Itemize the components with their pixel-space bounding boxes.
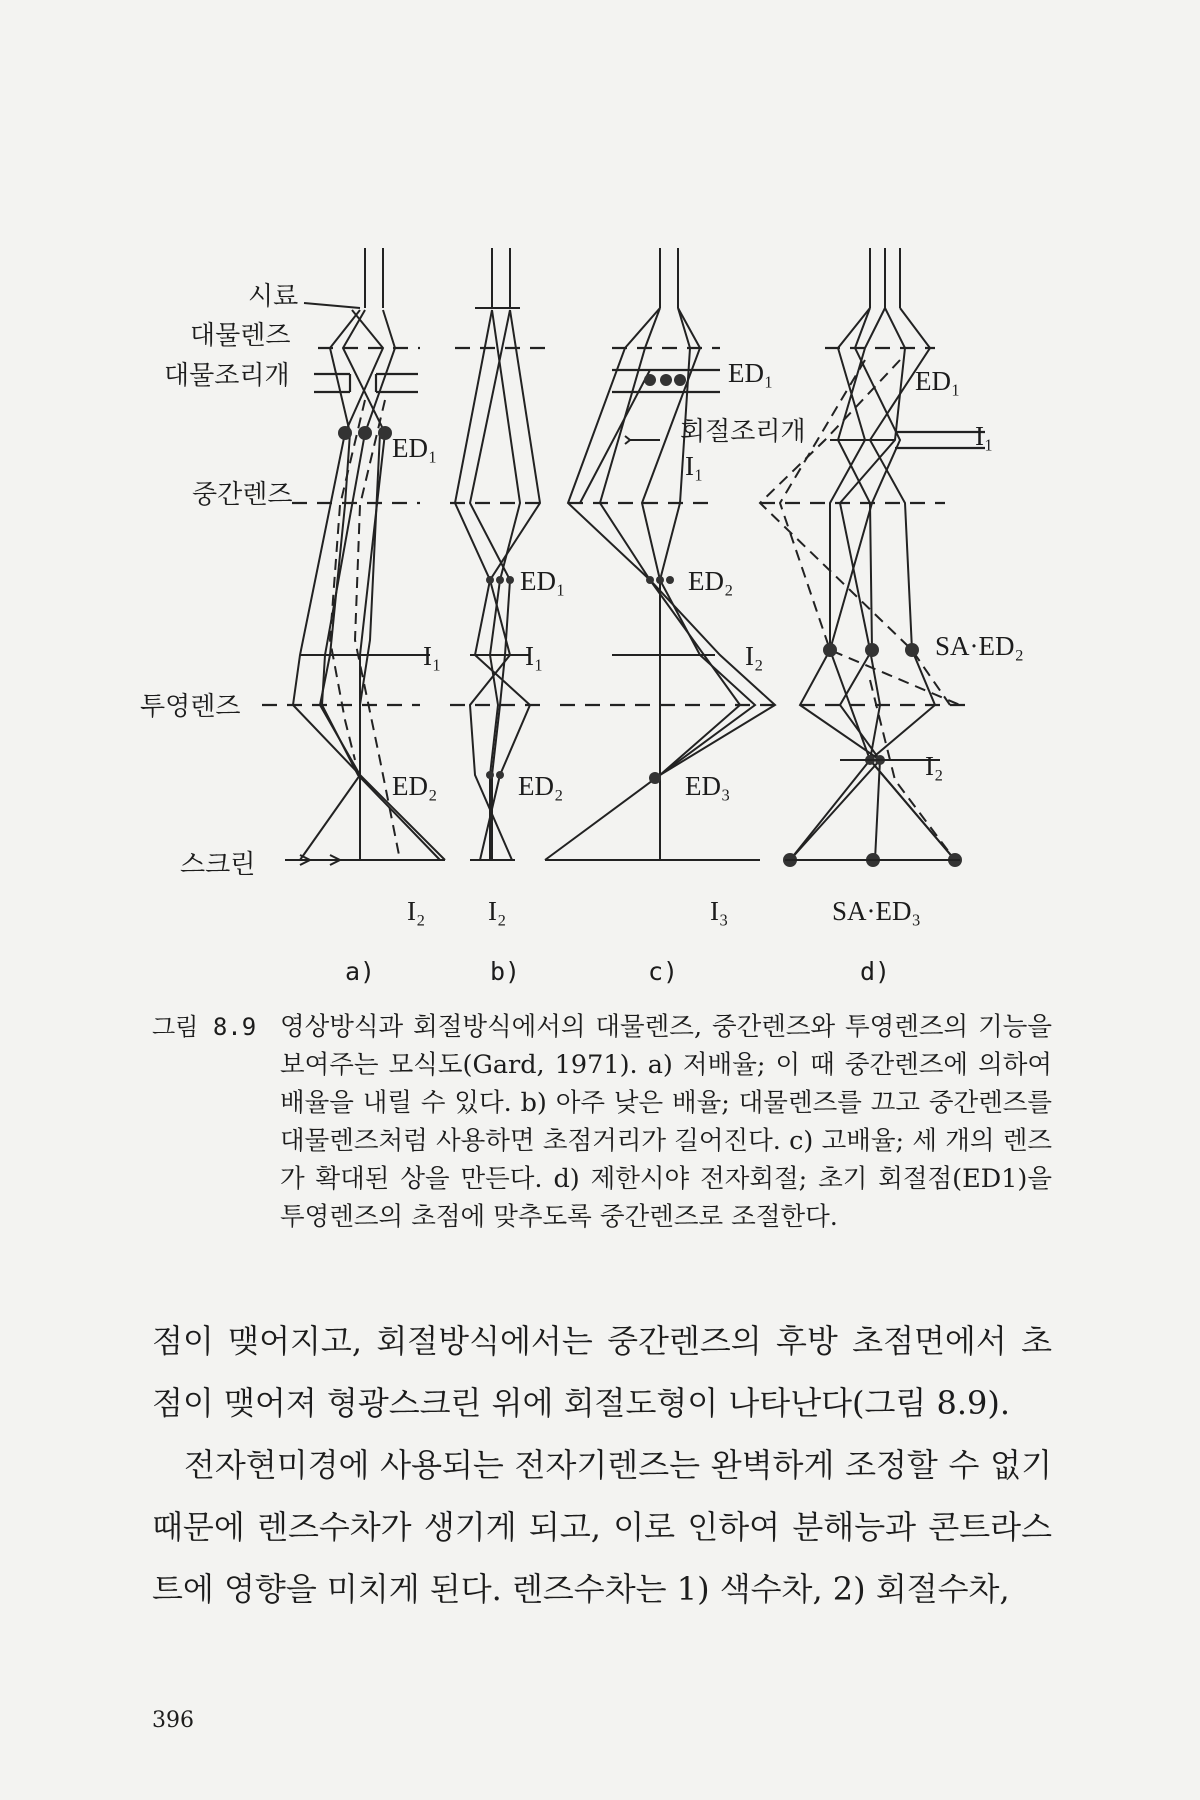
panel-c-diagram	[545, 248, 806, 986]
page-number: 396	[152, 1708, 194, 1733]
caption-text: 영상방식과 회절방식에서의 대물렌즈, 중간렌즈와 투영렌즈의 기능을 보여주는 모식도(Gard, 1971). a) 저배율; 이 때 중간렌즈에 의하여 배율을 내릴 수 있다. b) 아주 낮은 배율; 대물렌즈를 끄고 중간렌즈를 대물렌즈처럼 사용하면 초점거리가 길어진다. c) 고배율; 세 개의 렌즈가 확대된 상을 만든다. d) 제한시야 전자회절; 초기 회절점(ED1)을 투영렌즈의 초점에 맞추도록 중간렌즈로 조절한다.	[280, 1012, 1052, 1232]
panel-c-ed3: ED₃	[685, 771, 731, 801]
panel-c-ed2: ED₂	[688, 566, 734, 596]
panel-d-tag: d)	[860, 957, 891, 986]
panel-b-ed1: ED₁	[520, 566, 566, 596]
label-objective-lens: 대물렌즈	[190, 321, 291, 350]
label-specimen: 시료	[248, 282, 299, 311]
panel-c-i2: I₂	[745, 641, 764, 671]
panel-a-i1: I₁	[423, 641, 442, 671]
caption-number: 그림 8.9	[152, 1013, 257, 1041]
panel-b-ed2: ED₂	[518, 771, 564, 801]
label-screen: 스크린	[180, 850, 256, 879]
panel-c-ed1: ED₁	[728, 358, 774, 388]
paragraph-1: 점이 맺어지고, 회절방식에서는 중간렌즈의 후방 초점면에서 초점이 맺어져 형광스크린 위에 회절도형이 나타난다(그림 8.9).	[152, 1322, 1052, 1422]
panel-a-tag: a)	[345, 957, 376, 986]
panel-d-i2: I₂	[925, 751, 944, 781]
panel-b-bottom: I₂	[488, 896, 507, 926]
body-text	[152, 1310, 1052, 1620]
label-diffraction-aperture: 회절조리개	[680, 417, 806, 446]
panel-a-bottom: I₂	[407, 896, 426, 926]
panel-a-ed1: ED₁	[392, 433, 438, 463]
panel-c-tag: c)	[648, 957, 679, 986]
label-intermediate-lens: 중간렌즈	[192, 480, 293, 509]
panel-d-sa-ed2: SA·ED₂	[935, 631, 1024, 661]
panel-c-i1: I₁	[685, 451, 704, 481]
label-projector-lens: 투영렌즈	[140, 692, 241, 721]
panel-a-ed2: ED₂	[392, 771, 438, 801]
label-objective-aperture: 대물조리개	[164, 361, 290, 390]
panel-b-i1: I₁	[525, 641, 544, 671]
panel-c-bottom: I₃	[710, 896, 729, 926]
panel-a-diagram	[262, 248, 445, 986]
panel-b-diagram	[450, 248, 565, 986]
panel-d-bottom: SA·ED₃	[832, 896, 921, 926]
panel-d-diagram	[760, 248, 1024, 986]
panel-d-ed1: ED₁	[915, 366, 961, 396]
figure-caption	[152, 1008, 1052, 1236]
panel-d-i1: I₁	[975, 421, 994, 451]
paragraph-2: 전자현미경에 사용되는 전자기렌즈는 완벽하게 조정할 수 없기 때문에 렌즈수차가 생기게 되고, 이로 인하여 분해능과 콘트라스트에 영향을 미치게 된다. 렌즈수차는 1) 색수차, 2) 회절수차,	[152, 1446, 1052, 1608]
panel-b-tag: b)	[490, 957, 521, 986]
